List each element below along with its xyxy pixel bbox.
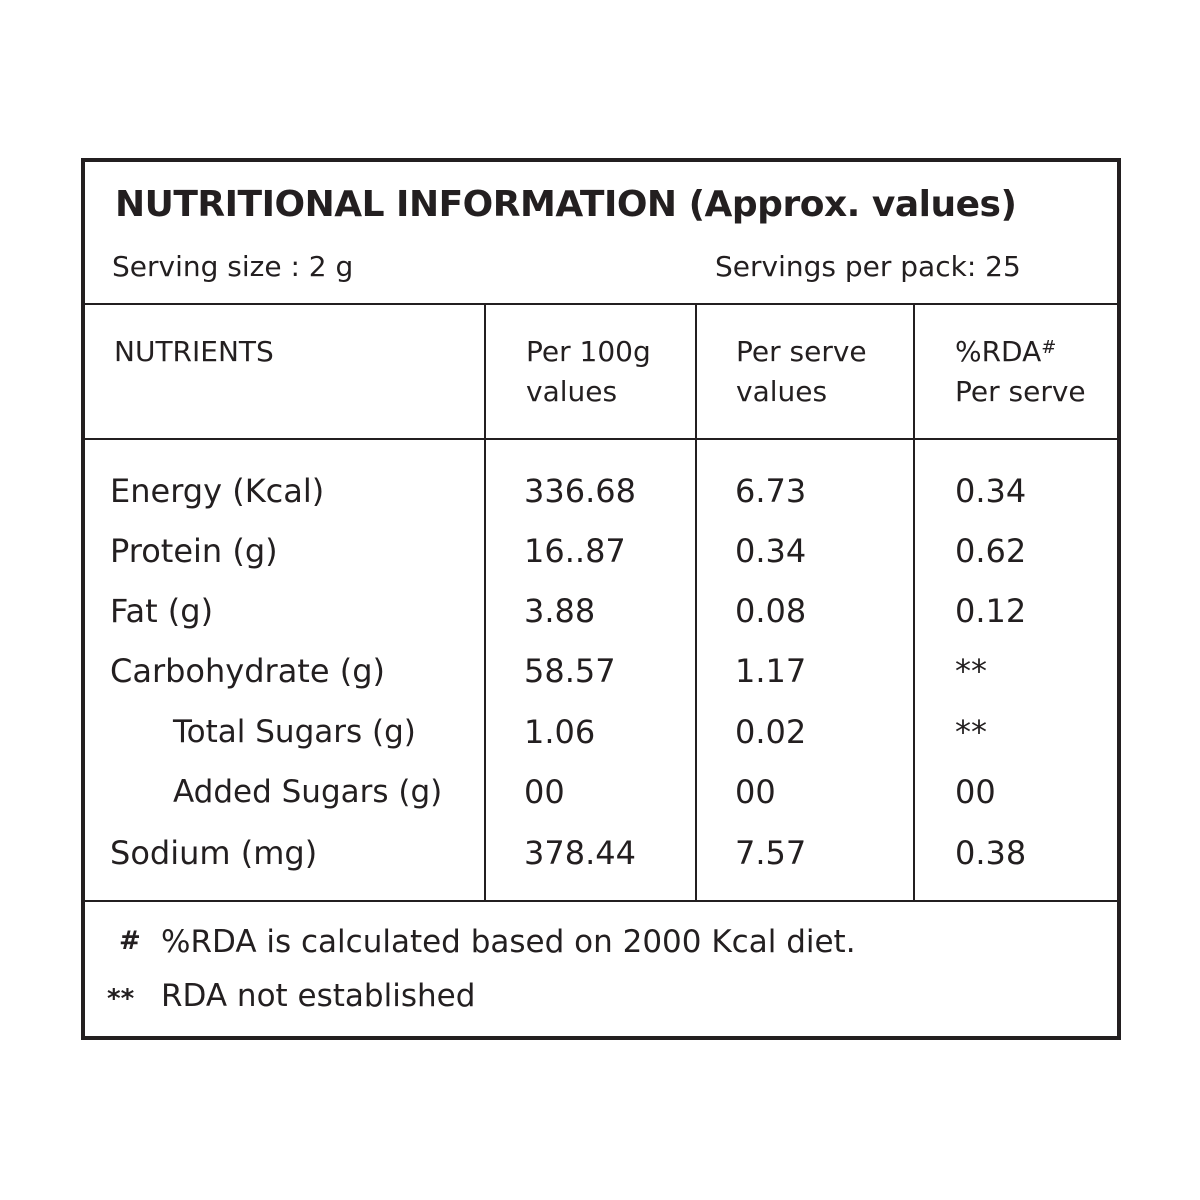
per-100g-value: 16..87 [524, 532, 626, 570]
nutrient-label: Carbohydrate (g) [110, 652, 385, 690]
per-100g-value: 00 [524, 773, 565, 811]
divider-header-top [85, 303, 1117, 305]
rda-value: 0.34 [955, 472, 1027, 510]
footnote-mark-double-star: ** [107, 984, 135, 1014]
rda-value: ** [955, 652, 987, 690]
rda-value: ** [955, 713, 987, 751]
column-divider-1 [484, 304, 486, 900]
per-serve-value: 0.02 [735, 713, 807, 751]
header-per-serve: Per serve values [736, 335, 867, 408]
nutrient-label: Protein (g) [110, 532, 278, 570]
per-serve-value: 0.34 [735, 532, 807, 570]
per-serve-value: 0.08 [735, 592, 807, 630]
header-nutrients: NUTRIENTS [114, 335, 274, 368]
nutrient-label: Sodium (mg) [110, 834, 318, 872]
footnote-rda-not-established: RDA not established [161, 978, 476, 1014]
header-per-100g: Per 100g values [526, 335, 651, 408]
nutrient-label-indented: Added Sugars (g) [173, 774, 443, 810]
hash-mark: # [1041, 337, 1057, 358]
per-serve-value: 1.17 [735, 652, 807, 690]
per-100g-value: 1.06 [524, 713, 596, 751]
per-100g-value: 378.44 [524, 834, 636, 872]
servings-per-pack: Servings per pack: 25 [715, 250, 1021, 283]
rda-value: 00 [955, 773, 996, 811]
per-100g-value: 3.88 [524, 592, 596, 630]
per-serve-value: 00 [735, 773, 776, 811]
per-100g-value: 58.57 [524, 652, 616, 690]
header-rda: %RDA# Per serve [955, 335, 1086, 408]
rda-value: 0.38 [955, 834, 1027, 872]
serving-size: Serving size : 2 g [112, 250, 354, 283]
nutrient-label: Energy (Kcal) [110, 472, 325, 510]
rda-value: 0.62 [955, 532, 1027, 570]
panel-title: NUTRITIONAL INFORMATION (Approx. values) [115, 184, 1017, 225]
column-divider-3 [913, 304, 915, 900]
column-divider-2 [695, 304, 697, 900]
nutrient-label: Fat (g) [110, 592, 214, 630]
nutrition-panel [81, 158, 1121, 1040]
footnote-mark-hash: # [119, 926, 141, 956]
per-serve-value: 6.73 [735, 472, 807, 510]
per-100g-value: 336.68 [524, 472, 636, 510]
footnote-rda-basis: %RDA is calculated based on 2000 Kcal diet. [161, 924, 856, 960]
per-serve-value: 7.57 [735, 834, 807, 872]
divider-header-bottom [85, 438, 1117, 440]
nutrient-label-indented: Total Sugars (g) [173, 714, 416, 750]
divider-footer [85, 900, 1117, 902]
rda-value: 0.12 [955, 592, 1027, 630]
